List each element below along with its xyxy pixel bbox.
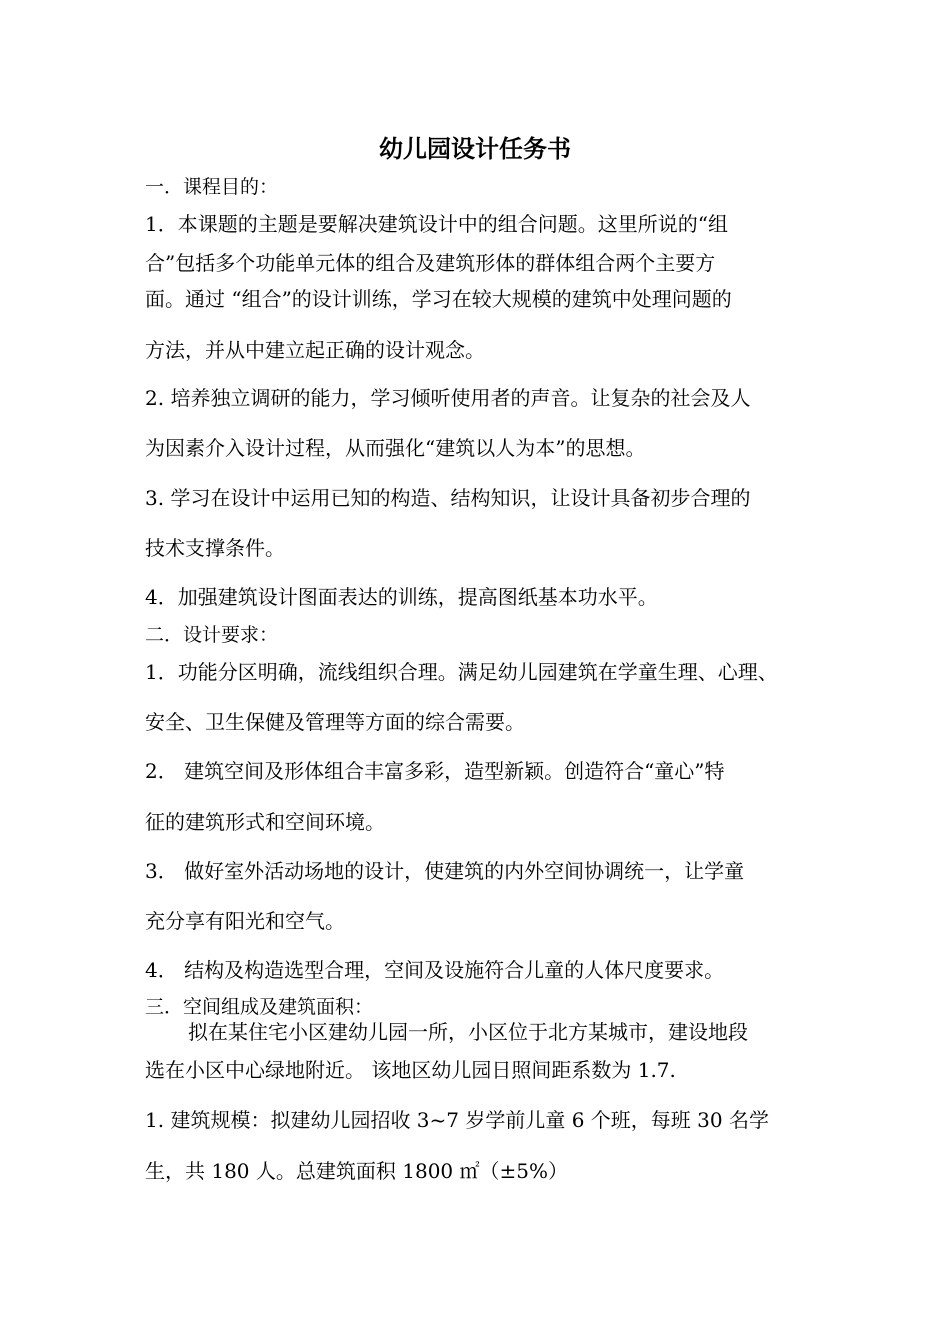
paragraph-line: 1. 建筑规模：拟建幼儿园招收 3~7 岁学前儿童 6 个班，每班 30 名学 (145, 1108, 769, 1132)
paragraph-line: 合”包括多个功能单元体的组合及建筑形体的群体组合两个主要方 (145, 251, 716, 275)
paragraph-line: 1．功能分区明确，流线组织合理。满足幼儿园建筑在学童生理、心理、 (145, 660, 778, 684)
paragraph-line: 为因素介入设计过程，从而强化“建筑以人为本”的思想。 (145, 436, 646, 460)
paragraph-line: 1．本课题的主题是要解决建筑设计中的组合问题。这里所说的“组 (145, 212, 728, 236)
paragraph-line: 面。通过 “组合”的设计训练，学习在较大规模的建筑中处理问题的 (145, 287, 732, 311)
document-title: 幼儿园设计任务书 (379, 134, 571, 163)
paragraph-line: 3． 做好室外活动场地的设计，使建筑的内外空间协调统一，让学童 (145, 859, 745, 883)
section-heading-2: 二．设计要求： (145, 624, 279, 646)
paragraph-line: 拟在某住宅小区建幼儿园一所，小区位于北方某城市，建设地段 (188, 1020, 748, 1044)
paragraph-line: 技术支撑条件。 (145, 536, 285, 560)
paragraph-line: 生，共 180 人。总建筑面积 1800 ㎡（±5%） (145, 1159, 568, 1183)
paragraph-line: 4．加强建筑设计图面表达的训练，提高图纸基本功水平。 (145, 585, 658, 609)
paragraph-line: 选在小区中心绿地附近。 该地区幼儿园日照间距系数为 1.7. (145, 1058, 676, 1082)
paragraph-line: 2． 建筑空间及形体组合丰富多彩，造型新颖。创造符合“童心”特 (145, 759, 725, 783)
paragraph-line: 方法，并从中建立起正确的设计观念。 (145, 338, 485, 362)
paragraph-line: 3. 学习在设计中运用已知的构造、结构知识，让设计具备初步合理的 (145, 486, 751, 510)
paragraph-line: 安全、卫生保健及管理等方面的综合需要。 (145, 710, 525, 734)
section-heading-3: 三．空间组成及建筑面积： (145, 996, 374, 1018)
paragraph-line: 2. 培养独立调研的能力，学习倾听使用者的声音。让复杂的社会及人 (145, 386, 751, 410)
paragraph-line: 充分享有阳光和空气。 (145, 909, 345, 933)
section-heading-1: 一．课程目的： (145, 176, 279, 198)
paragraph-line: 征的建筑形式和空间环境。 (145, 810, 385, 834)
paragraph-line: 4． 结构及构造选型合理，空间及设施符合儿童的人体尺度要求。 (145, 958, 725, 982)
